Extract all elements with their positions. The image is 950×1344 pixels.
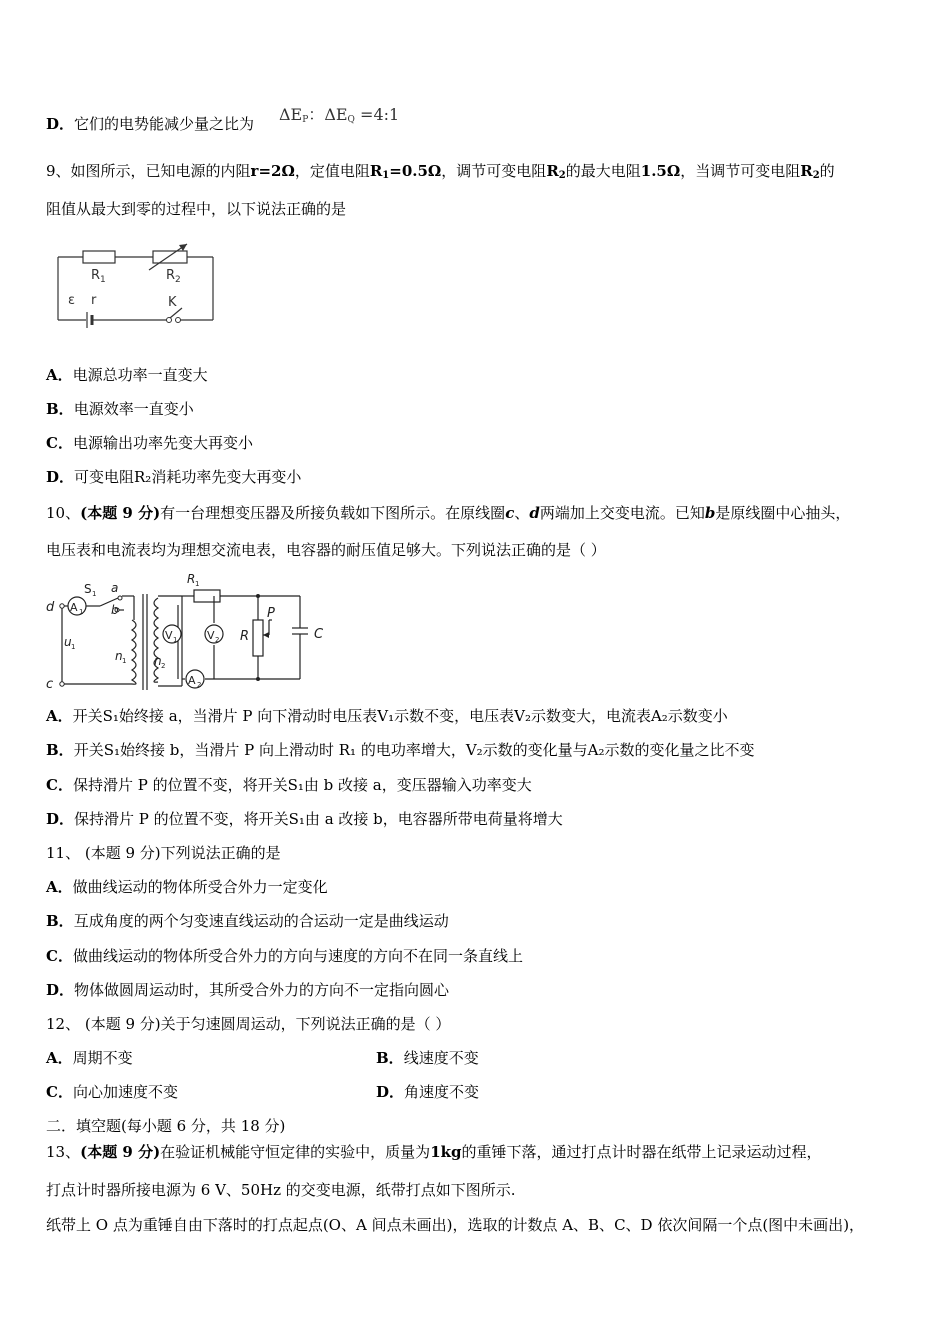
n1-label: n bbox=[115, 649, 123, 663]
q11-option-c: C．做曲线运动的物体所受合外力的方向与速度的方向不在同一条直线上 bbox=[46, 947, 523, 965]
q12-stem: 12、 (本题 9 分)关于匀速圆周运动，下列说法正确的是（ ） bbox=[46, 1015, 451, 1033]
option-label: D． bbox=[46, 115, 75, 133]
svg-text:1: 1 bbox=[122, 657, 127, 665]
svg-text:1: 1 bbox=[79, 608, 84, 616]
energy-ratio-formula: $\Delta E_P$：$\Delta E_Q$ =4:1 bbox=[279, 105, 400, 125]
slider-p-label: P bbox=[267, 606, 275, 621]
tap-b-label: b bbox=[111, 603, 119, 617]
svg-text:2: 2 bbox=[215, 636, 220, 644]
r-label: R bbox=[240, 629, 250, 644]
terminal-c-label: c bbox=[46, 677, 54, 692]
q9-option-c: C．电源输出功率先变大再变小 bbox=[46, 434, 253, 452]
svg-text:2: 2 bbox=[161, 662, 166, 670]
q10-option-a: A．开关S₁始终接 a，当滑片 P 向下滑动时电压表V₁示数不变，电压表V₂示数变大，电流表A₂示数变小 bbox=[46, 707, 728, 725]
svg-text:1: 1 bbox=[173, 636, 178, 644]
q10-option-c: C．保持滑片 P 的位置不变，将开关S₁由 b 改接 a，变压器输入功率变大 bbox=[46, 776, 532, 794]
a2-label: A bbox=[188, 674, 196, 687]
u1-label: u bbox=[64, 635, 72, 649]
r1-label: R bbox=[187, 572, 196, 586]
capacitor-label: C bbox=[314, 627, 324, 642]
tap-a-label: a bbox=[111, 581, 119, 595]
q12-option-a: A．周期不变 bbox=[46, 1049, 133, 1067]
v2-label: V bbox=[207, 629, 215, 642]
q9-option-b: B．电源效率一直变小 bbox=[46, 400, 194, 418]
n2-label: n bbox=[154, 654, 162, 668]
section-fill-in-title: 二．填空题(每小题 6 分，共 18 分) bbox=[46, 1117, 286, 1135]
svg-text:1: 1 bbox=[92, 590, 97, 598]
q10-transformer-circuit bbox=[44, 572, 334, 697]
q9-stem-line1: 9、如图所示，已知电源的内阻r=2Ω，定值电阻$R_1=0.5\Omega$，调节可变电阻$R_2$的最大电阻1.5Ω，当调节可变电阻$R_2$的 bbox=[46, 162, 835, 181]
q10-stem-line1: 10、(本题 9 分)有一台理想变压器及所接负载如下图所示。在原线圈c、d两端加上交变电流。已知b是原线圈中心抽头， bbox=[46, 504, 851, 522]
q12-option-b: B．线速度不变 bbox=[376, 1049, 479, 1067]
a1-label: A bbox=[70, 601, 78, 614]
r1-label: R bbox=[91, 268, 101, 283]
svg-text:1: 1 bbox=[195, 580, 200, 588]
q10-option-b: B．开关S₁始终接 b，当滑片 P 向上滑动时 R₁ 的电功率增大，V₂示数的变化量与A₂示数的变化量之比不变 bbox=[46, 741, 755, 759]
q12-option-d: D．角速度不变 bbox=[376, 1083, 480, 1101]
svg-text:1: 1 bbox=[71, 643, 76, 651]
q8-option-d bbox=[46, 114, 254, 134]
r2-label: R bbox=[166, 268, 176, 283]
q10-stem-line2: 电压表和电流表均为理想交流电表，电容器的耐压值足够大。下列说法正确的是（ ） bbox=[46, 541, 606, 559]
q9-stem-line2: 阻值从最大到零的过程中，以下说法正确的是 bbox=[46, 200, 347, 218]
s1-label: S bbox=[84, 582, 92, 596]
option-text: 它们的电势能减少量之比为 bbox=[74, 115, 255, 133]
q11-option-b: B．互成角度的两个匀变速直线运动的合运动一定是曲线运动 bbox=[46, 912, 449, 930]
q12-option-c: C．向心加速度不变 bbox=[46, 1083, 178, 1101]
q11-stem: 11、 (本题 9 分)下列说法正确的是 bbox=[46, 844, 281, 862]
r-label: r bbox=[91, 293, 97, 308]
q9-option-d: D．可变电阻R₂消耗功率先变大再变小 bbox=[46, 468, 302, 486]
q11-option-d: D．物体做圆周运动时，其所受合外力的方向不一定指向圆心 bbox=[46, 981, 450, 999]
r1-sub: 1 bbox=[100, 275, 106, 285]
terminal-d-label: d bbox=[46, 600, 55, 615]
q11-option-a: A．做曲线运动的物体所受合外力一定变化 bbox=[46, 878, 328, 896]
q9-circuit-diagram bbox=[55, 240, 220, 330]
emf-label: ε bbox=[68, 293, 76, 308]
q10-option-d: D．保持滑片 P 的位置不变，将开关S₁由 a 改接 b，电容器所带电荷量将增大 bbox=[46, 810, 563, 828]
q13-stem-line2: 打点计时器所接电源为 6 V、50Hz 的交变电源，纸带打点如下图所示. bbox=[46, 1181, 516, 1199]
v1-label: V bbox=[165, 629, 173, 642]
svg-text:2: 2 bbox=[197, 681, 202, 689]
q13-stem-line3: 纸带上 O 点为重锤自由下落时的打点起点(O、A 间点未画出)，选取的计数点 A、B、C、D 依次间隔一个点(图中未画出)， bbox=[46, 1216, 865, 1234]
q13-stem-line1: 13、(本题 9 分)在验证机械能守恒定律的实验中，质量为1kg的重锤下落，通过打点计时器在纸带上记录运动过程， bbox=[46, 1143, 822, 1161]
r2-sub: 2 bbox=[175, 275, 181, 285]
k-label: K bbox=[168, 295, 177, 310]
q9-option-a: A．电源总功率一直变大 bbox=[46, 366, 208, 384]
